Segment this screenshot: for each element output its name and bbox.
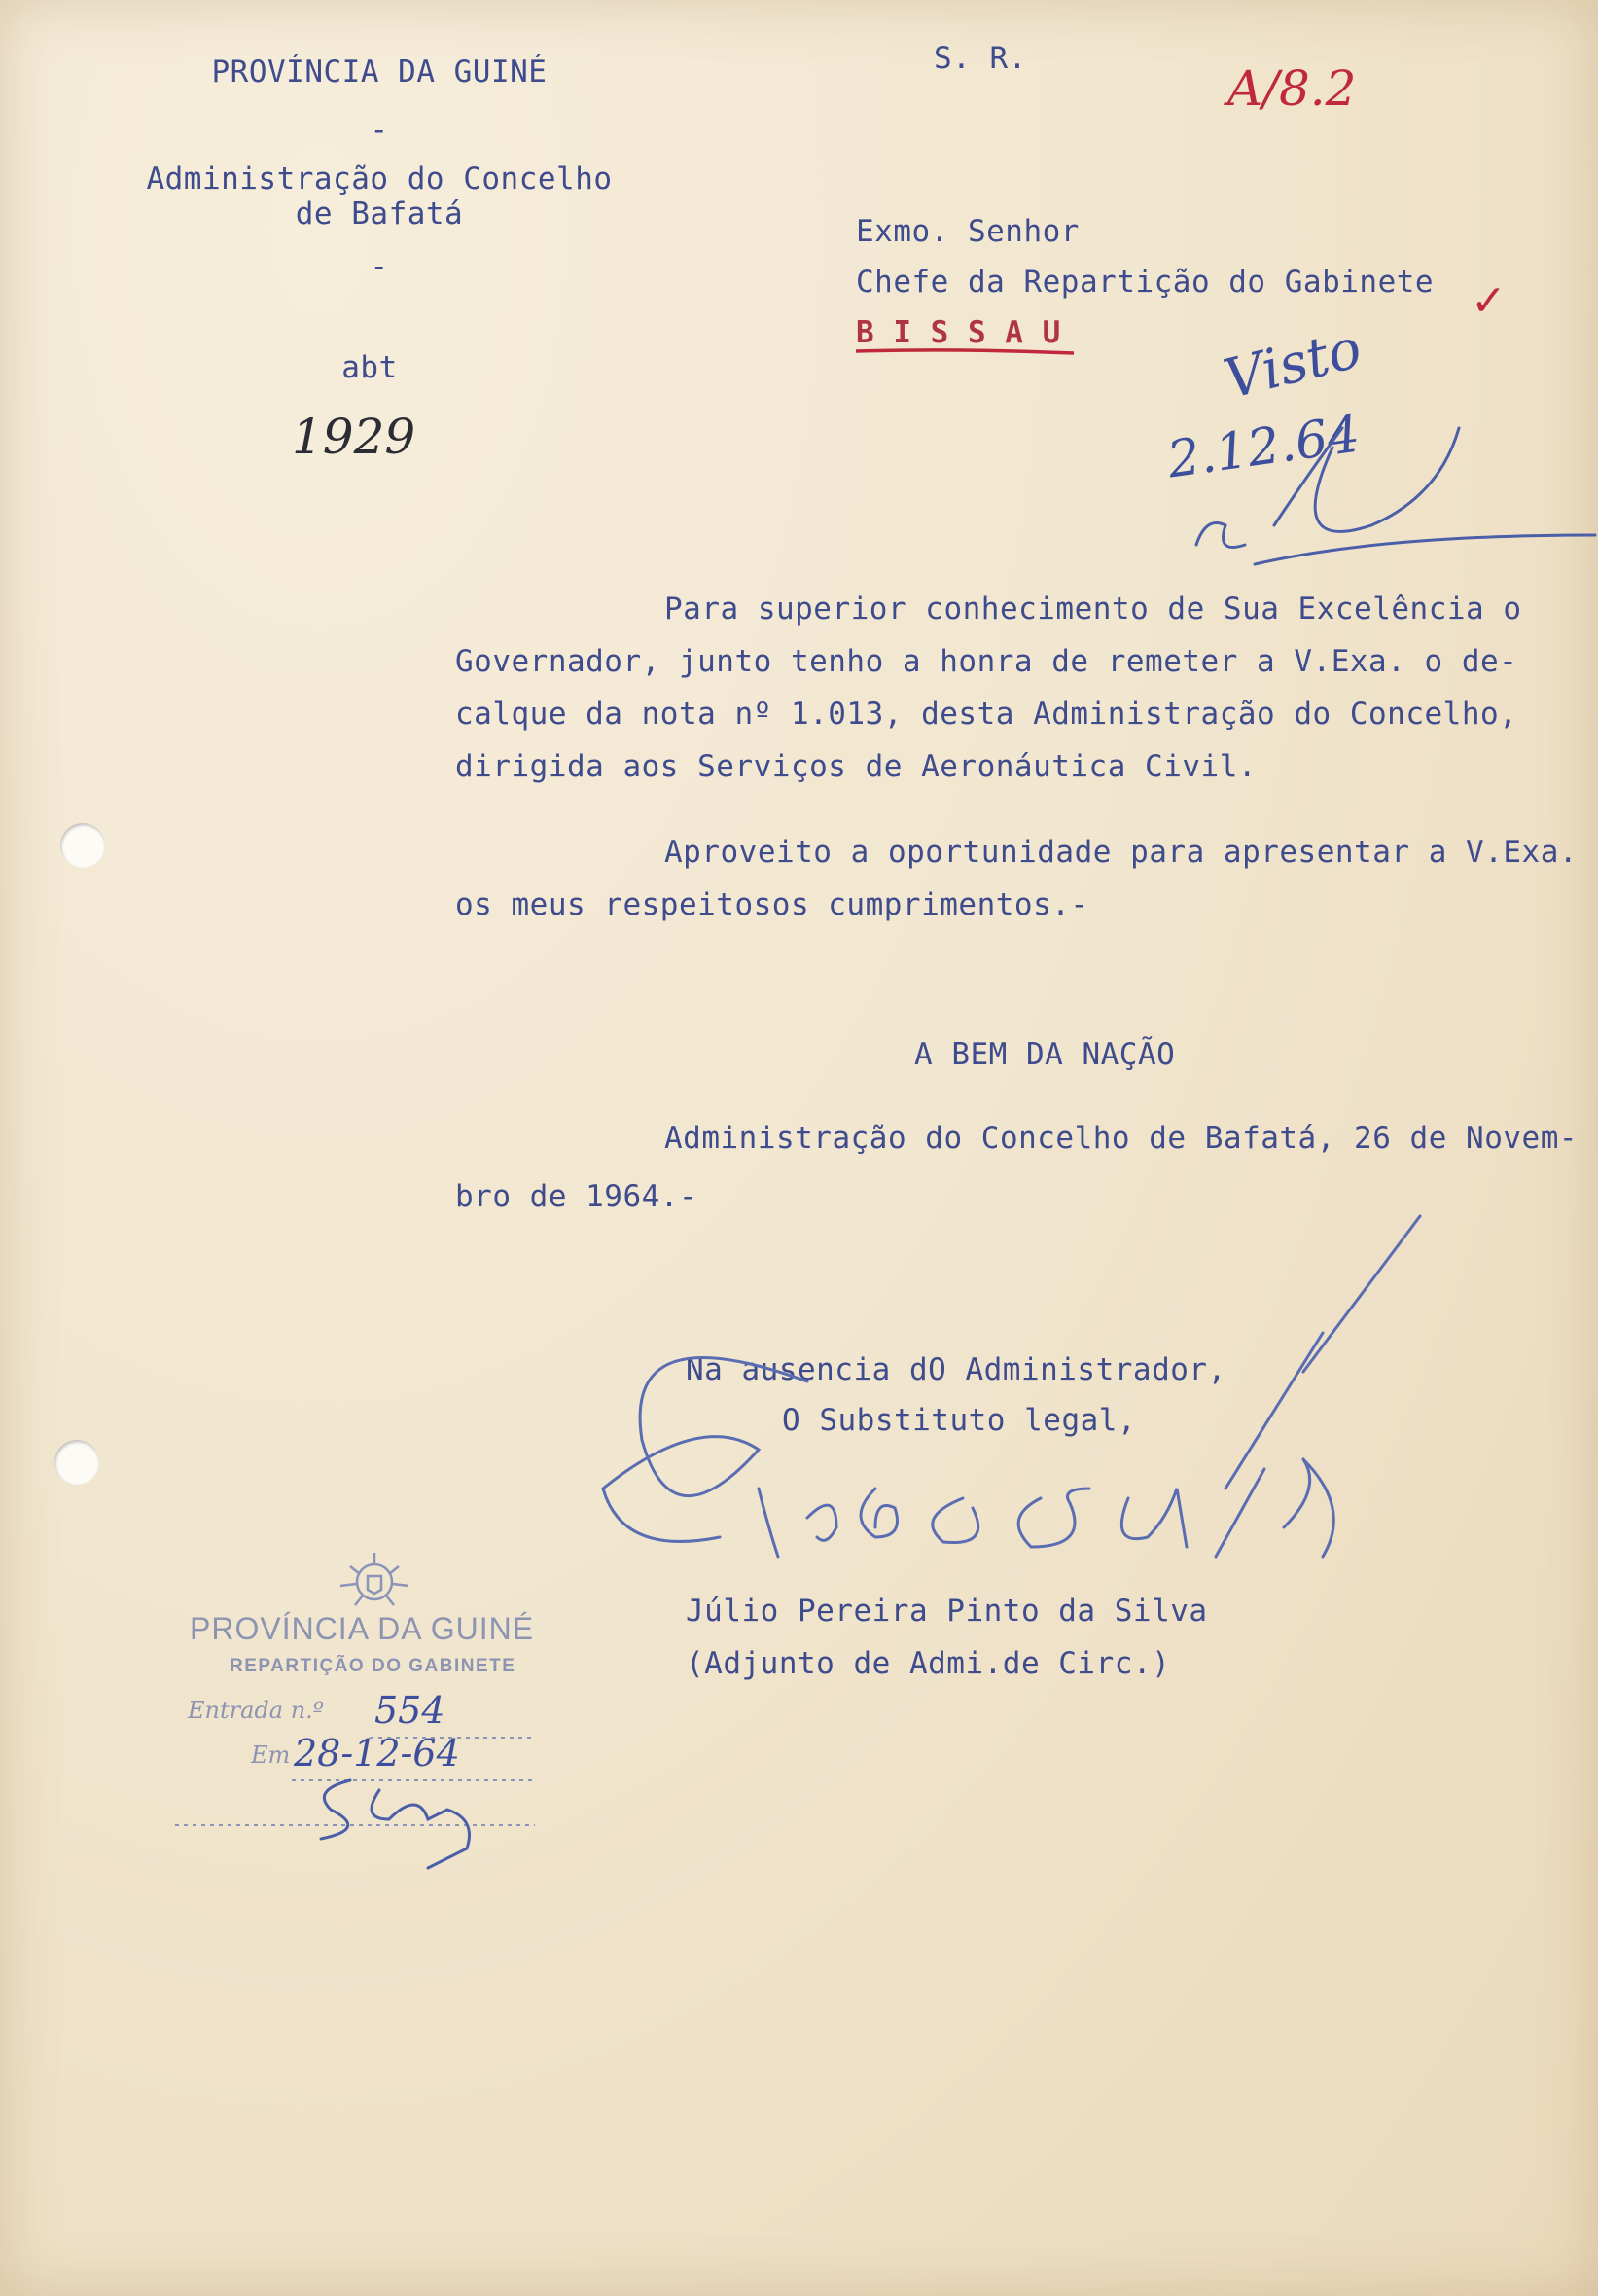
city-red-underline	[854, 346, 1078, 356]
letterhead-dash-1: -	[370, 113, 389, 148]
letterhead-province: PROVÍNCIA DA GUINÉ	[211, 54, 548, 90]
addressee-position: Chefe da Repartição do Gabinete	[856, 265, 1435, 300]
visto-date: 2.12.64	[1163, 405, 1364, 490]
stamp-em-value: 28-12-64	[294, 1732, 460, 1775]
closing-motto: A BEM DA NAÇÃO	[914, 1037, 1176, 1072]
body-p1-line-3: calque da nota nº 1.013, desta Administração do Concelho,	[455, 697, 1518, 732]
signature-line-2: O Substituto legal,	[782, 1403, 1137, 1438]
letterhead-admin-line-1: Administração do Concelho	[146, 161, 613, 197]
sr-mark: S. R.	[934, 41, 1027, 76]
letterhead-dash-2: -	[370, 249, 389, 284]
body-p2-line-1: Aproveito a oportunidade para apresentar a V.Exa.	[664, 835, 1579, 870]
body-p1-line-2: Governador, junto tenho a honra de remeter a V.Exa. o de-	[455, 644, 1518, 679]
signatory-title: (Adjunto de Admi.de Circ.)	[686, 1646, 1171, 1681]
visto-note: Visto	[1218, 316, 1368, 413]
archive-code: A/8.2	[1227, 60, 1357, 117]
closing-place-date-line-2: bro de 1964.-	[455, 1179, 698, 1214]
body-p1-line-4: dirigida aos Serviços de Aeronáutica Civil.	[455, 749, 1258, 784]
stamp-entrada-label: Entrada n.º	[188, 1697, 325, 1724]
body-p1-line-1: Para superior conhecimento de Sua Excelência o	[664, 592, 1522, 627]
visto-initials-scribble	[1187, 409, 1595, 593]
stamp-initials-scribble	[292, 1771, 506, 1878]
stamp-em-label: Em	[251, 1741, 291, 1769]
body-p2-line-2: os meus respeitosos cumprimentos.-	[455, 887, 1089, 922]
stamp-province: PROVÍNCIA DA GUINÉ	[190, 1611, 535, 1646]
signature-line-1: Na ausencia dO Administrador,	[686, 1352, 1226, 1387]
closing-place-date-line-1: Administração do Concelho de Bafatá, 26 de Novem-	[664, 1121, 1579, 1156]
coat-of-arms-emblem	[331, 1547, 418, 1615]
signatory-name: Júlio Pereira Pinto da Silva	[686, 1594, 1208, 1629]
stamp-department: REPARTIÇÃO DO GABINETE	[230, 1656, 516, 1676]
red-check-mark: ✓	[1471, 276, 1507, 326]
stamp-entrada-value: 554	[374, 1689, 445, 1732]
addressee-city: B I S S A U	[856, 315, 1061, 350]
punch-hole-bottom	[54, 1440, 99, 1485]
letterhead-abbrev: abt	[341, 350, 398, 385]
letterhead-admin-line-2: de Bafatá	[295, 197, 464, 232]
handwritten-signature	[584, 1294, 1420, 1586]
addressee-salutation: Exmo. Senhor	[856, 214, 1080, 249]
punch-hole-top	[60, 823, 105, 868]
reference-number: 1929	[292, 409, 416, 465]
